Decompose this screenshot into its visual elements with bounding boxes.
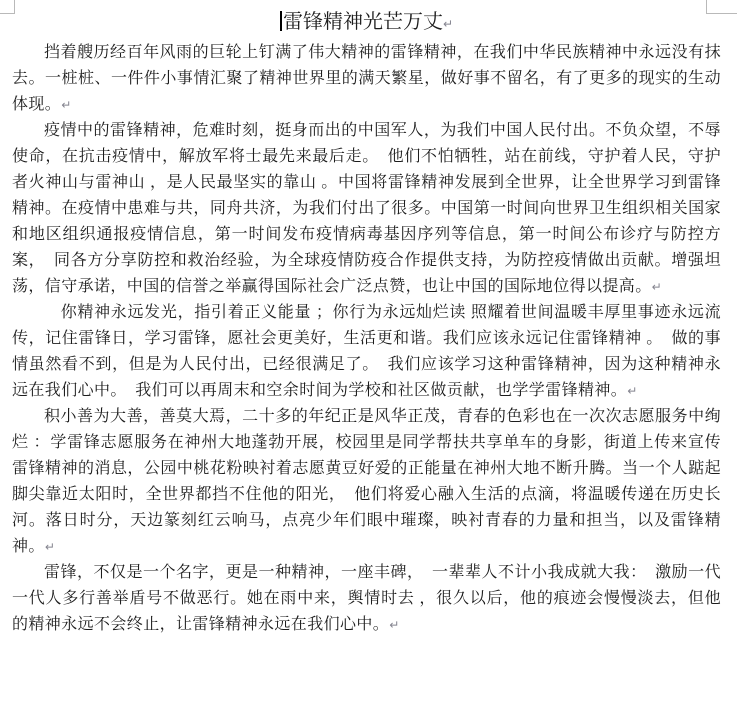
paragraph-mark: ↵ <box>442 17 454 31</box>
document-title[interactable]: 雷锋精神光芒万丈 <box>282 11 443 33</box>
paragraph-mark: ↵ <box>389 618 400 632</box>
text-cursor <box>280 11 282 31</box>
margin-corner-mark-top-right <box>706 0 737 14</box>
paragraph-5[interactable] <box>12 560 721 638</box>
document-title-line <box>12 6 721 40</box>
paragraph-2-text[interactable]: 疫情中的雷锋精神，危难时刻，挺身而出的中国军人，为我们中国人民付出。不负众望，不辱使命，在抗击疫情中，解放军将士最先来最后走。 他们不怕牺牲，站在前线，守护着人民，守护者火神山与雷神山 ，是人民最坚实的靠山 。中国将雷锋精神发展到全世界，让全世界学习到雷锋精神。在疫情中患难与共，同舟共济，为我们付出了很多。中国第一时间向世界卫生组织相关国家和地区组织通报疫情信息，第一时间发布疫情病毒基因序列等信息，第一时间公布诊疗与防控方案， 同各方分享防控和救治经验，为全球疫情防疫合作提供支持，为防控疫情做出贡献。增强坦荡，信守承诺，中国的信誉之举赢得国际社会广泛点赞，也让中国的国际地位得以提高。 <box>12 122 721 295</box>
document-body[interactable] <box>12 6 721 638</box>
paragraph-mark: ↵ <box>651 280 662 294</box>
paragraph-mark: ↵ <box>61 98 72 112</box>
paragraph-3-text[interactable]: 你精神永远发光，指引着正义能量 ；你行为永远灿烂读 照耀着世间温暖丰厚里事迹永远流传，记住雷锋日，学习雷锋，愿社会更美好，生活更和谐。我们应该永远记住雷锋精神 。 做的事情虽然看不到，但是为人民付出，已经很满足了。 我们应该学习这种雷锋精神，因为这种精神永远在我们心中。 我们可以再周末和空余时间为学校和社区做贡献，也学学雷锋精神。 <box>12 304 721 399</box>
paragraph-5-text[interactable]: 雷锋，不仅是一个名字，更是一种精神，一座丰碑， 一辈辈人不计小我成就大我： 激励一代一代人多行善举盾号不做恶行。她在雨中来，舆情时去 ，很久以后，他的痕迹会慢慢淡去，但他的精神永远不会终止，让雷锋精神永远在我们心中。 <box>12 564 721 633</box>
paragraph-1-text[interactable]: 挡着艘历经百年风雨的巨轮上钉满了伟大精神的雷锋精神，在我们中华民族精神中永远没有抹去。一桩桩、一件件小事情汇聚了精神世界里的满天繁星，做好事不留名，有了更多的现实的生动体现。 <box>12 44 721 113</box>
paragraph-4[interactable] <box>12 404 721 560</box>
margin-corner-mark-top-left <box>0 0 15 14</box>
paragraph-mark: ↵ <box>44 540 55 554</box>
paragraph-2[interactable] <box>12 118 721 300</box>
paragraph-4-text[interactable]: 积小善为大善，善莫大焉，二十多的年纪正是风华正茂，青春的色彩也在一次次志愿服务中绚烂 ：学雷锋志愿服务在神州大地蓬勃开展，校园里是同学帮扶共享单车的身影，街道上传来宣传雷锋精神的消息，公园中桃花粉映衬着志愿黄豆好爱的正能量在神州大地不断升腾。当一个人踮起脚尖靠近太阳时，全世界都挡不住他的阳光， 他们将爱心融入生活的点滴，将温暖传递在历史长河。落日时分，天边篆刻红云响马，点亮少年们眼中璀璨，映衬青春的力量和担当，以及雷锋精神。 <box>12 408 721 555</box>
paragraph-1[interactable] <box>12 40 721 118</box>
paragraph-3[interactable] <box>12 300 721 404</box>
paragraph-mark: ↵ <box>627 384 638 398</box>
